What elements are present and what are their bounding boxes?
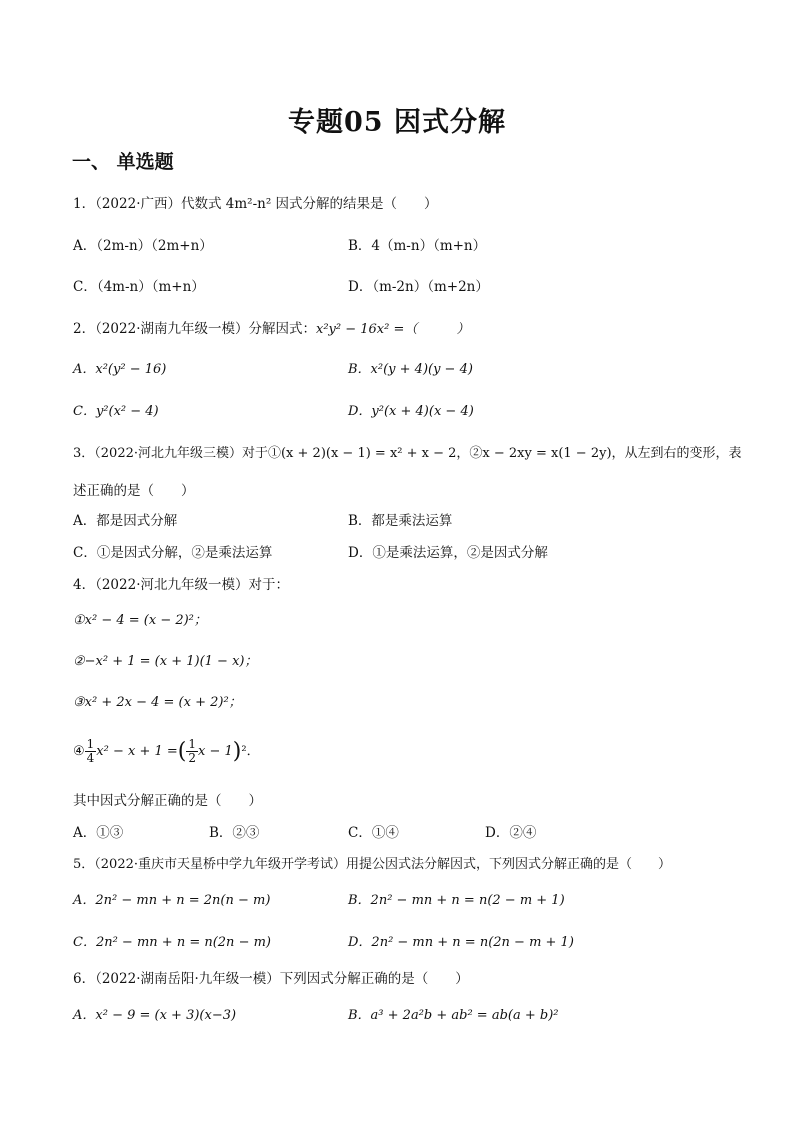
question-4-option-a: A．①③ [73,825,124,841]
question-2-stem-text: 2．（2022·湖南九年级一模）分解因式： [73,321,316,337]
question-4-option-d: D．②④ [485,825,537,841]
question-3-stem-line1: 3．（2022·河北九年级三模）对于①(x + 2)(x − 1) = x² + x − 2，②x − 2xy = x(1 − 2y)，从左到右的变形，表 [73,446,742,461]
question-4-option-c: C．①④ [348,825,399,841]
question-5-option-c: C．2n² − mn + n = n(2n − m) [73,935,271,950]
question-4-item-1: ①x² − 4 = (x − 2)²； [73,613,207,628]
question-2-stem-math: x²y² − 16x² =（ ） [316,322,470,337]
question-1-stem: 1．（2022·广西）代数式 4m²-n² 因式分解的结果是（ ） [73,196,438,212]
fraction-denominator: 2 [188,751,197,765]
question-5-stem: 5．（2022·重庆市天星桥中学九年级开学考试）用提公因式法分解因式，下列因式分解正确的是（ ） [73,857,671,872]
question-5-option-d: D．2n² − mn + n = n(2n − m + 1) [348,935,574,950]
question-3-option-a: A．都是因式分解 [73,513,178,529]
question-3-option-b: B．都是乘法运算 [348,513,453,529]
question-4-item-4: ④ $\frac{1}{4}$ x² − x + 1 =( $\frac{1}{2}$ x − 1)²． [73,737,260,765]
question-1-option-a: A．（2m-n）（2m+n） [73,238,213,254]
question-1-option-d: D．（m-2n）（m+2n） [348,279,489,295]
question-2-option-b: B．x²(y + 4)(y − 4) [348,362,473,377]
section-heading: 一、 单选题 [72,151,174,173]
fraction-one-half [186,738,198,765]
question-4-item-2: ②−x² + 1 = (x + 1)(1 − x)； [73,654,258,669]
question-1-option-b: B．4（m-n）（m+n） [348,238,487,254]
question-4-stem: 4．（2022·河北九年级一模）对于： [73,577,289,593]
question-4-question: 其中因式分解正确的是（ ） [73,793,262,809]
question-3-option-c: C．①是因式分解，②是乘法运算 [73,545,273,561]
question-6-stem: 6．（2022·湖南岳阳·九年级一模）下列因式分解正确的是（ ） [73,971,469,987]
question-4-item-4-rhs: x − 1 [198,744,233,759]
question-4-item-4-marker: ④ [73,744,85,759]
question-4-option-b: B．②③ [209,825,260,841]
question-6-option-a: A．x² − 9 = (x + 3)(x−3) [73,1008,237,1023]
question-1-option-c: C．（4m-n）（m+n） [73,279,205,295]
question-6-option-b: B．a³ + 2a²b + ab² = ab(a + b)² [348,1008,559,1023]
fraction-numerator: 1 [188,737,197,751]
question-4-item-3: ③x² + 2x − 4 = (x + 2)²； [73,695,242,710]
question-3-option-d: D．①是乘法运算，②是因式分解 [348,545,548,561]
question-5-option-a: A．2n² − mn + n = 2n(n − m) [73,893,271,908]
question-2-option-d: D．y²(x + 4)(x − 4) [348,404,474,419]
question-2-option-c: C．y²(x² − 4) [73,404,159,419]
question-4-item-4-lhs: x² − x + 1 = [96,744,178,759]
fraction-numerator: 1 [86,737,95,751]
page-title: 专题05 因式分解 [288,107,506,138]
question-2-option-a: A．x²(y² − 16) [73,362,167,377]
question-5-option-b: B．2n² − mn + n = n(2 − m + 1) [348,893,565,908]
question-2-stem [73,317,469,337]
fraction-one-quarter [85,738,97,765]
question-4-item-4-end: ²． [241,744,260,759]
fraction-denominator: 4 [86,751,95,765]
question-3-stem-line2: 述正确的是（ ） [73,483,195,499]
